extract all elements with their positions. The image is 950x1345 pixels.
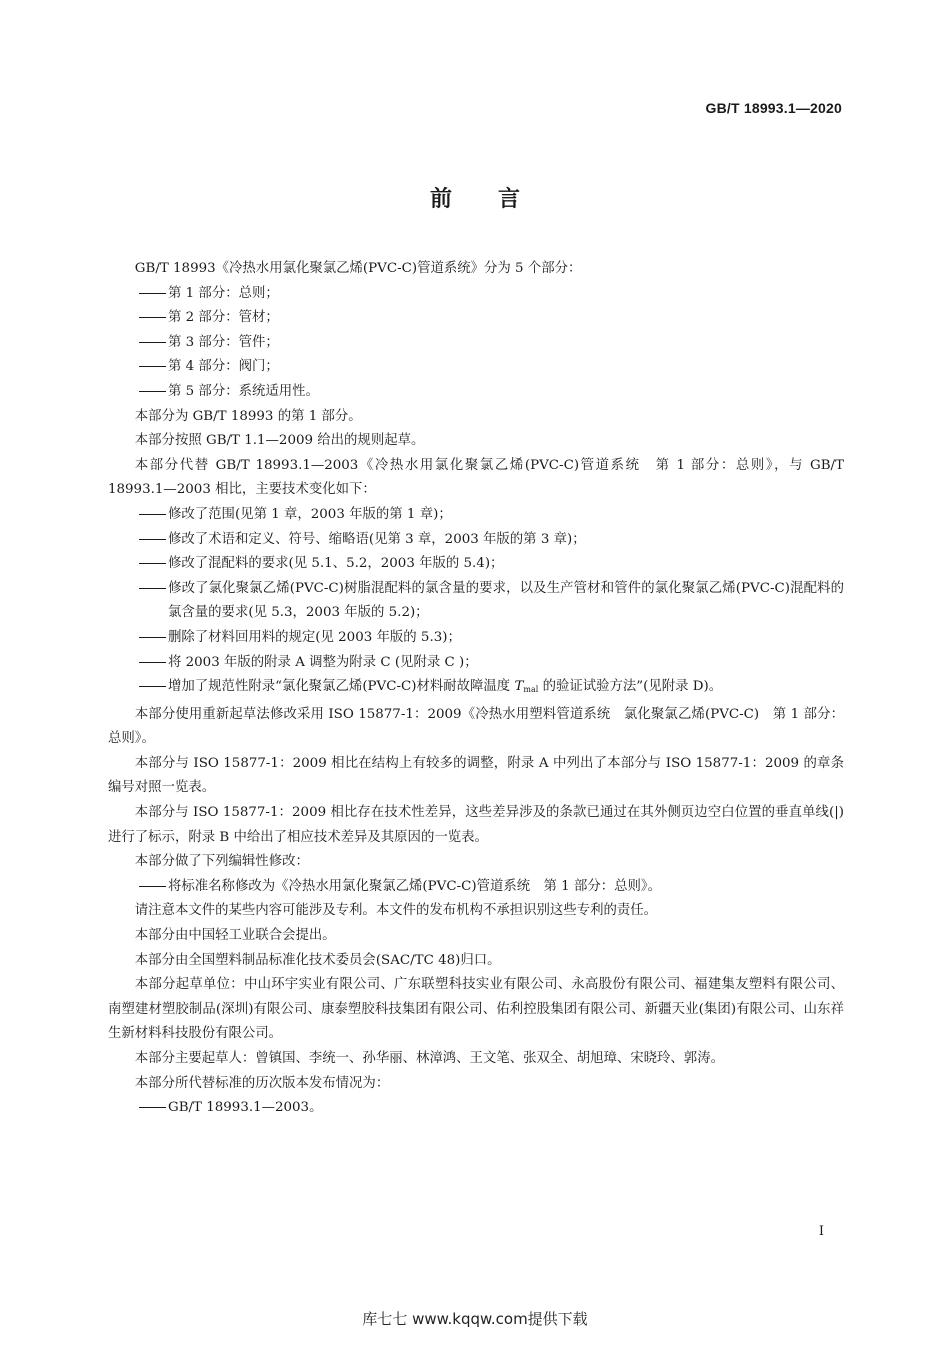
- committee-paragraph: 本部分由全国塑料制品标准化技术委员会(SAC/TC 48)归口。: [134, 952, 501, 968]
- adoption-paragraph: 本部分使用重新起草法修改采用 ISO 15877-1：2009《冷热水用塑料管道系统 氯化聚氯乙烯(PVC-C) 第 1 部分：总则》。: [108, 706, 844, 747]
- list-item: 增加了规范性附录“氯化聚氯乙烯(PVC-C)材料耐故障温度 $T_{mal}$ 的验证试验方法”(见附录 D)。: [108, 675, 844, 703]
- list-item: 修改了混配料的要求(见 5.1、5.2，2003 年版的 5.4)；: [108, 552, 844, 577]
- editorial-paragraph: 本部分做了下列编辑性修改：: [134, 854, 309, 870]
- drafting-units-paragraph: 本部分起草单位：中山环宇实业有限公司、广东联塑科技实业有限公司、永高股份有限公司、福建集友塑料有限公司、南塑建材塑胶制品(深圳)有限公司、康泰塑胶科技集团有限公司、佑利控股集团有限公司、新疆天业(集团)有限公司、山东祥生新材料科技股份有限公司。: [108, 977, 844, 1042]
- dash-marker: [139, 306, 168, 331]
- history-paragraph: 本部分所代替标准的历次版本发布情况为：: [134, 1075, 390, 1091]
- dash-marker: [139, 380, 168, 405]
- dash-marker: [139, 875, 168, 900]
- dash-marker: [139, 552, 168, 577]
- list-item: 修改了术语和定义、符号、缩略语(见第 3 章，2003 年版的第 3 章)；: [108, 528, 844, 553]
- list-item: 将 2003 年版的附录 A 调整为附录 C (见附录 C )；: [108, 651, 844, 676]
- standard-number: GB/T 18993.1—2020: [705, 100, 842, 116]
- list-item: 第 1 部分：总则；: [108, 282, 844, 307]
- drafting-rule: 本部分按照 GB/T 1.1—2009 给出的规则起草。: [134, 433, 425, 449]
- list-item: 将标准名称修改为《冷热水用氯化聚氯乙烯(PVC-C)管道系统 第 1 部分：总则》。: [108, 875, 844, 900]
- dash-marker: [139, 626, 168, 651]
- patent-notice: 请注意本文件的某些内容可能涉及专利。本文件的发布机构不承担识别这些专利的责任。: [134, 903, 658, 919]
- foreword-body: [108, 257, 844, 1121]
- replaces-paragraph: 本部分代替 GB/T 18993.1—2003《冷热水用氯化聚氯乙烯(PVC-C)管道系统 第 1 部分：总则》，与 GB/T 18993.1—2003 相比，主要技术变化如下：: [108, 457, 844, 498]
- list-item: 第 4 部分：阀门；: [108, 355, 844, 380]
- dash-marker: [139, 1096, 168, 1121]
- list-item: 删除了材料回用料的规定(见 2003 年版的 5.3)；: [108, 626, 844, 651]
- dash-marker: [139, 528, 168, 553]
- list-item: GB/T 18993.1—2003。: [108, 1096, 844, 1121]
- page-title: 前言: [429, 187, 566, 212]
- dash-marker: [139, 675, 168, 700]
- list-item: 修改了范围(见第 1 章，2003 年版的第 1 章)；: [108, 503, 844, 528]
- drafters-paragraph: 本部分主要起草人：曾镇国、李统一、孙华丽、林漳鸿、王文笔、张双全、胡旭璋、宋晓玲、郭涛。: [134, 1051, 724, 1066]
- list-item: 第 3 部分：管件；: [108, 331, 844, 356]
- symbol-subscript: mal: [523, 685, 539, 695]
- footer-watermark: 库七七 www.kqqw.com提供下载: [362, 1310, 588, 1328]
- dash-marker: [139, 577, 168, 602]
- dash-marker: [139, 331, 168, 356]
- structure-paragraph: 本部分与 ISO 15877-1：2009 相比在结构上有较多的调整，附录 A 中列出了本部分与 ISO 15877-1：2009 的章条编号对照一览表。: [108, 755, 844, 796]
- dash-marker: [139, 651, 168, 676]
- intro-paragraph: GB/T 18993《冷热水用氯化聚氯乙烯(PVC-C)管道系统》分为 5 个部分：: [134, 261, 582, 276]
- proposer-paragraph: 本部分由中国轻工业联合会提出。: [134, 928, 336, 944]
- dash-marker: [139, 503, 168, 528]
- list-item: 修改了氯化聚氯乙烯(PVC-C)树脂混配料的氯含量的要求，以及生产管材和管件的氯化聚氯乙烯(PVC-C)混配料的氯含量的要求(见 5.3，2003 年版的 5.2)；: [108, 577, 844, 626]
- part-statement: 本部分为 GB/T 18993 的第 1 部分。: [134, 408, 362, 424]
- list-item: 第 5 部分：系统适用性。: [108, 380, 844, 405]
- page-number: I: [818, 1224, 824, 1239]
- dash-marker: [139, 355, 168, 380]
- list-item: 第 2 部分：管材；: [108, 306, 844, 331]
- dash-marker: [139, 282, 168, 307]
- technical-difference-paragraph: 本部分与 ISO 15877-1：2009 相比存在技术性差异，这些差异涉及的条款已通过在其外侧页边空白位置的垂直单线(|)进行了标示，附录 B 中给出了相应技术差异及其原因的一览表。: [108, 805, 844, 845]
- symbol-t: T: [514, 679, 524, 695]
